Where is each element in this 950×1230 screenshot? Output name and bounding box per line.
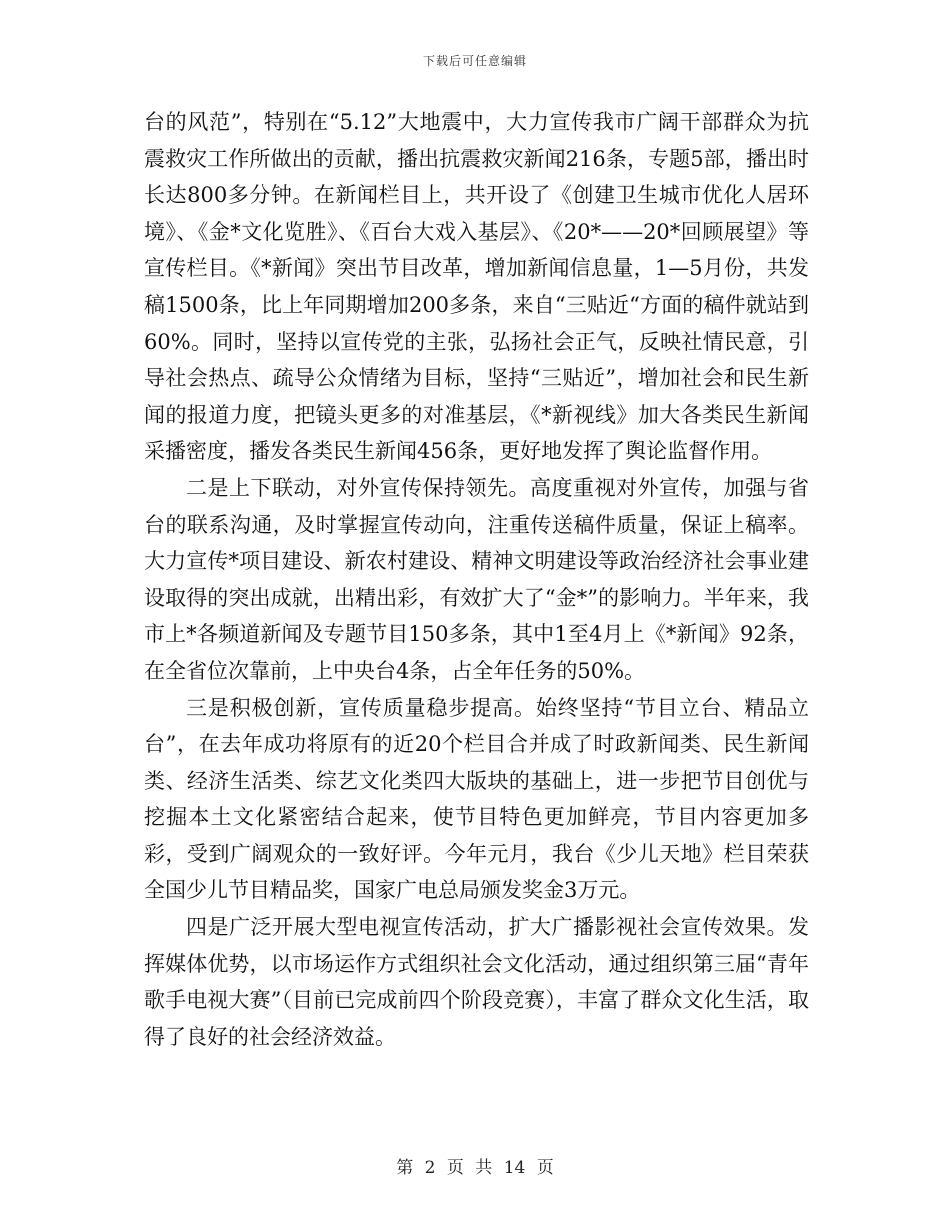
page-header: 下载后可任意编辑 — [422, 54, 527, 68]
paragraph-1: 台的风范”，特别在“5.12”大地震中，大力宣传我市广阔干部群众为抗震救灾工作所做出的贡献，播出抗震救灾新闻216条，专题5部，播出时长达800多分钟。在新闻栏目上，共开设了《创建卫生城市优化人居环境》、《金*文化览胜》、《百台大戏入基层》、《20*——20*回顾展望》等宣传栏目。《*新闻》突出节目改革，增加新闻信息量，1—5月份，共发稿1500条，比上年同期增加200多条，来自“三贴近“方面的稿件就站到60%。同时，坚持以宣传党的主张，弘扬社会正气，反映社情民意，引导社会热点、疏导公众情绪为目标，坚持“三贴近”，增加社会和民生新闻的报道力度，把镜头更多的对准基层，《*新视线》加大各类民生新闻采播密度，播发各类民生新闻456条，更好地发挥了舆论监督作用。 — [144, 110, 809, 464]
paragraph-3: 三是积极创新，宣传质量稳步提高。始终坚持“节目立台、精品立台”，在去年成功将原有的近20个栏目合并成了时政新闻类、民生新闻类、经济生活类、综艺文化类四大版块的基础上，进一步把节目创优与挖掘本土文化紧密结合起来，使节目特色更加鲜亮，节目内容更加多彩，受到广阔观众的一致好评。今年元月，我台《少儿天地》栏目荣获全国少儿节目精品奖，国家广电总局颁发奖金3万元。 — [144, 695, 809, 903]
document-body — [144, 104, 809, 1055]
page-footer: 第 2 页 共 14 页 — [396, 1158, 554, 1178]
paragraph-4: 四是广泛开展大型电视宣传活动，扩大广播影视社会宣传效果。发挥媒体优势，以市场运作方式组织社会文化活动，通过组织第三届“青年歌手电视大赛”（目前已完成前四个阶段竞赛），丰富了群众文化生活，取得了良好的社会经济效益。 — [144, 915, 809, 1049]
paragraph-2: 二是上下联动，对外宣传保持领先。高度重视对外宣传，加强与省台的联系沟通，及时掌握宣传动向，注重传送稿件质量，保证上稿率。大力宣传*项目建设、新农村建设、精神文明建设等政治经济社会事业建设取得的突出成就，出精出彩，有效扩大了“金*”的影响力。半年来，我市上*各频道新闻及专题节目150多条，其中1至4月上《*新闻》92条，在全省位次靠前，上中央台4条，占全年任务的50%。 — [144, 475, 809, 683]
